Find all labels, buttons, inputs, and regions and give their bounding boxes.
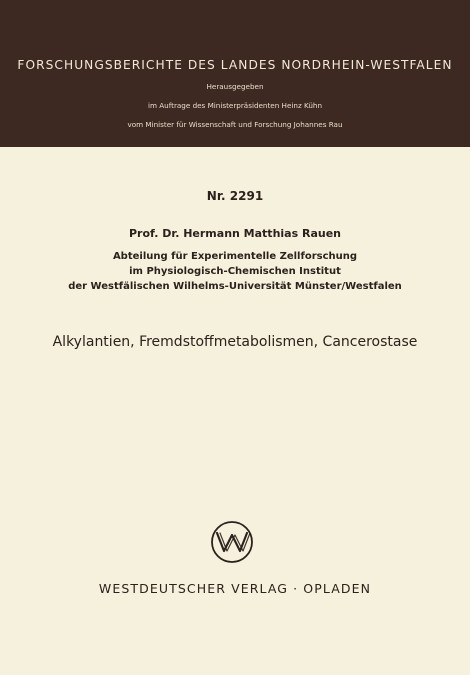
editor-line-1: Herausgegeben — [206, 82, 264, 91]
header-band — [0, 0, 470, 147]
series-title: FORSCHUNGSBERICHTE DES LANDES NORDRHEIN-WESTFALEN — [17, 58, 453, 72]
institution-line-3: der Westfälischen Wilhelms-Universität Münster/Westfalen — [68, 281, 402, 292]
institution-line-1: Abteilung für Experimentelle Zellforschung — [112, 251, 358, 262]
author: Prof. Dr. Hermann Matthias Rauen — [128, 227, 341, 240]
publisher-logo-icon — [210, 520, 254, 564]
publisher-name: WESTDEUTSCHER VERLAG · OPLADEN — [98, 581, 372, 596]
book-title: Alkylantien, Fremdstoffmetabolismen, Cancerostase — [52, 334, 418, 350]
institution-line-2: im Physiologisch-Chemischen Institut — [129, 266, 341, 277]
editor-line-2: im Auftrage des Ministerpräsidenten Heinz Kühn — [147, 101, 323, 110]
report-number: Nr. 2291 — [206, 189, 264, 203]
editor-line-3: vom Minister für Wissenschaft und Forschung Johannes Rau — [127, 120, 343, 129]
